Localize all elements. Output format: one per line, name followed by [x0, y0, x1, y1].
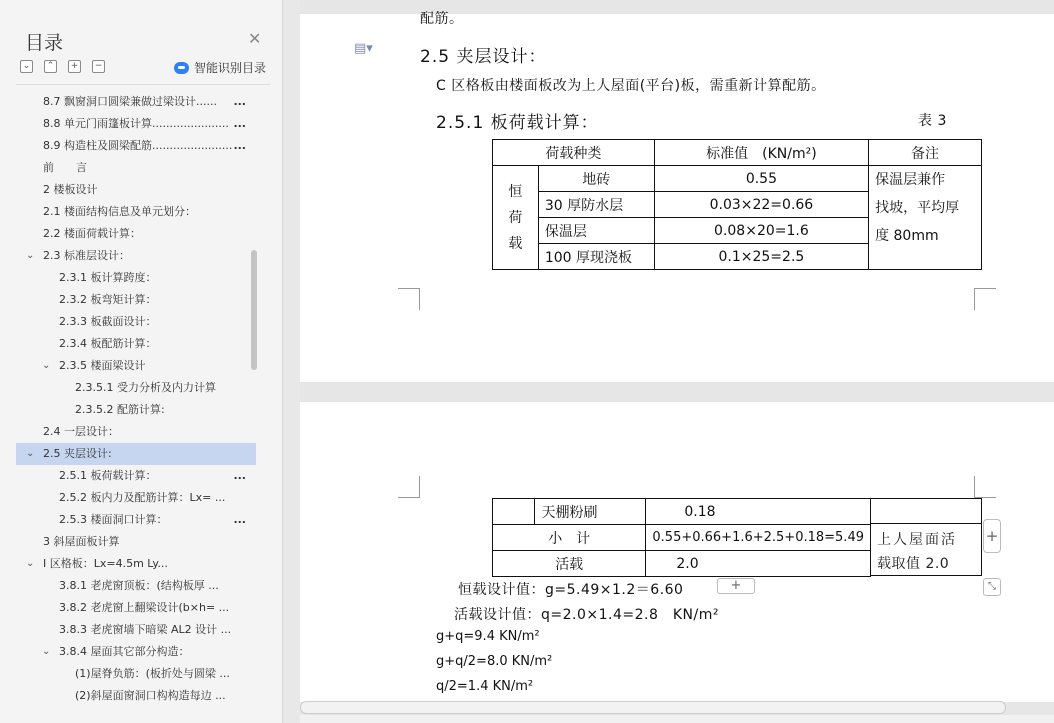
close-icon[interactable]: ✕: [248, 29, 262, 48]
smart-toc-label: 智能识别目录: [194, 61, 267, 75]
toc-sidebar: [0, 0, 283, 723]
toc-toolbar: [20, 60, 105, 73]
row-name: 保温层: [538, 218, 654, 244]
toc-item[interactable]: [16, 289, 256, 311]
load-table-continued: [492, 498, 871, 577]
subtotal-value: 0.55+0.66+1.6+2.5+0.18=5.49: [646, 525, 871, 551]
calc-line: q/2=1.4 KN/m²: [436, 679, 534, 694]
toc-item-label: 2.3.5 楼面梁设计: [59, 359, 146, 372]
toc-item-dots: ...: [233, 513, 246, 526]
status-bar: [300, 715, 1054, 723]
live-load-label: 活载: [493, 551, 646, 577]
toc-item-label: (2)斜屋面窗洞口构构造每边 ...: [75, 689, 226, 702]
toc-item-label: 2.3 标准层设计：: [43, 249, 130, 262]
toc-item[interactable]: [16, 487, 256, 509]
remark-cell-continued: [870, 498, 982, 576]
toc-item[interactable]: [16, 157, 256, 179]
expand-all-icon[interactable]: ⌃: [44, 60, 57, 73]
row-value: 0.08×20=1.6: [654, 218, 868, 244]
chevron-down-icon[interactable]: ⌄: [42, 646, 51, 657]
toc-item-label: 2.5.3 楼面洞口计算：: [59, 513, 168, 526]
toc-item-label: 3.8.3 老虎窗墙下暗梁 AL2 设计 ...: [59, 623, 232, 636]
toc-item-label: 2.4 一层设计：: [43, 425, 119, 438]
remove-heading-icon[interactable]: −: [92, 60, 105, 73]
toc-item[interactable]: [16, 333, 256, 355]
page-corner-mark: [974, 288, 996, 310]
toc-item[interactable]: [16, 553, 256, 575]
toc-item-label: (1)屋脊负筋：(板折处与圆梁 ...: [75, 667, 230, 680]
load-table-top: [492, 139, 982, 270]
top-fragment: 配筋。: [420, 11, 464, 27]
row-value: 0.03×22=0.66: [654, 192, 868, 218]
resize-table-icon[interactable]: ⤡: [983, 578, 1001, 596]
sidebar-scrollbar[interactable]: [251, 250, 257, 370]
toc-item[interactable]: [16, 179, 256, 201]
toc-item-label: 2.3.1 板计算跨度：: [59, 271, 157, 284]
toc-item-label: 3.8.4 屋面其它部分构造：: [59, 645, 190, 658]
toc-item-label: 2.3.5.1 受力分析及内力计算: [75, 381, 216, 394]
header-load-type: 荷载种类: [493, 140, 655, 166]
paragraph: C 区格板由楼面板改为上人屋面(平台)板，需重新计算配筋。: [436, 78, 826, 94]
toc-item-label: 2.5 夹层设计:: [43, 447, 112, 460]
header-remark: 备注: [869, 140, 982, 166]
sidebar-divider: [16, 84, 270, 85]
toc-item[interactable]: [16, 509, 256, 531]
toc-item[interactable]: [16, 641, 256, 663]
chevron-down-icon[interactable]: ⌄: [26, 448, 35, 459]
toc-item[interactable]: [16, 619, 256, 641]
toc-item-dots: ...: [233, 95, 246, 108]
toc-item-label: 2.3.5.2 配筋计算:: [75, 403, 165, 416]
live-load-value: 2.0: [646, 551, 871, 577]
remark-cell: [869, 166, 982, 270]
toc-item[interactable]: [16, 135, 256, 157]
page-corner-mark: [974, 476, 996, 498]
smart-toc-button[interactable]: [174, 59, 266, 76]
heading-2-5: 2.5 夹层设计：: [420, 47, 547, 67]
row-name: 100 厚现浇板: [538, 244, 654, 270]
add-heading-icon[interactable]: +: [68, 60, 81, 73]
subtotal-label: 小 计: [493, 525, 646, 551]
remark-line: 找坡，平均厚: [875, 200, 960, 216]
row-name: 天棚粉刷: [535, 499, 646, 525]
toc-item[interactable]: [16, 201, 256, 223]
toc-item[interactable]: [16, 421, 256, 443]
toc-item[interactable]: [16, 245, 256, 267]
toc-item-label: 3 斜屋面板计算: [43, 535, 120, 548]
add-row-button[interactable]: +: [717, 578, 755, 594]
document-icon[interactable]: ▤▾: [354, 41, 373, 56]
toc-item[interactable]: [16, 91, 256, 113]
calc-line: g+q=9.4 KN/m²: [436, 629, 540, 644]
sidebar-title: 目录: [25, 32, 64, 54]
toc-item[interactable]: [16, 267, 256, 289]
row-value: 0.1×25=2.5: [654, 244, 868, 270]
add-column-button[interactable]: +: [983, 519, 1001, 553]
toc-item[interactable]: [16, 113, 256, 135]
smart-toc-icon: [174, 62, 189, 74]
table-label: 表 3: [918, 113, 947, 129]
header-standard-value: 标准值 (KN/m²): [654, 140, 868, 166]
toc-item-label: 2 楼板设计: [43, 183, 98, 196]
calc-line: g+q/2=8.0 KN/m²: [436, 654, 553, 669]
toc-item-label: I 区格板：Lx=4.5m Ly...: [43, 557, 168, 570]
toc-item-dots: ...: [233, 117, 246, 130]
chevron-down-icon[interactable]: ⌄: [26, 250, 35, 261]
remark-line: 度 80mm: [875, 228, 939, 244]
row-name: 地砖: [538, 166, 654, 192]
toc-item-dots: ...: [233, 139, 246, 152]
page-corner-mark: [398, 476, 420, 498]
horizontal-scrollbar[interactable]: [300, 701, 1006, 714]
toc-item[interactable]: [16, 443, 256, 465]
toc-item[interactable]: [16, 377, 256, 399]
toc-item-label: 8.8 单元门雨篷板计算......................: [43, 117, 229, 130]
toc-item-dots: ...: [233, 469, 246, 482]
remark-line: 上人屋面活: [877, 532, 957, 548]
toc-item[interactable]: [16, 685, 256, 703]
remark-blank: [871, 499, 981, 524]
chevron-down-icon[interactable]: ⌄: [42, 360, 51, 371]
dead-load-label: 恒 荷 载: [493, 166, 539, 270]
toc-item[interactable]: [16, 399, 256, 421]
remark-line: 保温层兼作: [875, 172, 946, 188]
toc-item-label: 8.7 飘窗洞口圆梁兼做过梁设计......: [43, 95, 217, 108]
heading-2-5-1: 2.5.1 板荷载计算：: [436, 113, 599, 133]
calc-line: 恒载设计值：g=5.49×1.2＝6.60: [458, 582, 684, 598]
toc-list: [16, 91, 256, 703]
toc-item-label: 2.2 楼面荷载计算：: [43, 227, 141, 240]
calc-line: 活载设计值：q=2.0×1.4=2.8 KN/m²: [454, 607, 719, 623]
toc-item-label: 3.8.2 老虎窗上翻梁设计(b×h= ...: [59, 601, 230, 614]
toc-item[interactable]: [16, 355, 256, 377]
toc-item[interactable]: [16, 531, 256, 553]
toc-item-label: 8.9 构造柱及圆梁配筋.......................: [43, 139, 233, 152]
row-value: 0.18: [646, 499, 871, 525]
toc-item-label: 2.3.4 板配筋计算：: [59, 337, 157, 350]
toc-item-label: 2.3.3 板截面设计：: [59, 315, 157, 328]
toc-item[interactable]: [16, 465, 256, 487]
toc-item-label: 3.8.1 老虎窗顶板：(结构板厚 ...: [59, 579, 219, 592]
toc-item-label: 前 言: [43, 161, 87, 174]
toc-item[interactable]: [16, 575, 256, 597]
row-value: 0.55: [654, 166, 868, 192]
toc-item-label: 2.3.2 板弯矩计算：: [59, 293, 157, 306]
toc-item-label: 2.5.1 板荷载计算：: [59, 469, 157, 482]
row-name: 30 厚防水层: [538, 192, 654, 218]
toc-item[interactable]: [16, 597, 256, 619]
empty-cell: [493, 499, 535, 525]
page-corner-mark: [398, 288, 420, 310]
toc-item[interactable]: [16, 223, 256, 245]
toc-item[interactable]: [16, 311, 256, 333]
chevron-down-icon[interactable]: ⌄: [26, 558, 35, 569]
collapse-all-icon[interactable]: ⌄: [20, 60, 33, 73]
remark-line: 载取值 2.0: [877, 556, 950, 572]
toc-item-label: 2.5.2 板内力及配筋计算：Lx= ...: [59, 491, 226, 504]
toc-item[interactable]: [16, 663, 256, 685]
toc-item-label: 2.1 楼面结构信息及单元划分：: [43, 205, 196, 218]
